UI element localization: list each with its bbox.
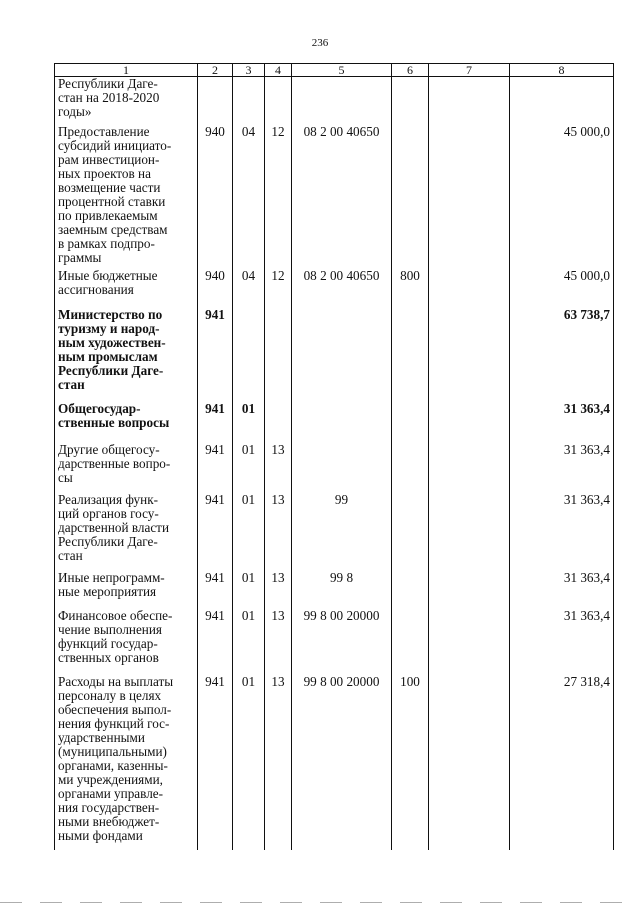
row-expense-type	[392, 308, 429, 402]
table-row	[55, 77, 614, 125]
header-col-1: 1	[55, 64, 198, 77]
table-row	[55, 308, 614, 402]
row-target-article: 99 8 00 20000	[292, 675, 392, 850]
row-ministry-code: 941	[198, 402, 233, 443]
row-col-7	[429, 493, 510, 571]
row-target-article	[292, 443, 392, 493]
row-ministry-code: 941	[198, 675, 233, 850]
table-row	[55, 571, 614, 609]
row-section-code: 01	[233, 675, 265, 850]
table-row	[55, 609, 614, 675]
table-header-row	[55, 64, 614, 77]
row-amount: 45 000,0	[510, 269, 614, 308]
row-subsection-code: 13	[265, 571, 292, 609]
row-target-article	[292, 308, 392, 402]
row-target-article	[292, 77, 392, 125]
row-section-code	[233, 308, 265, 402]
row-section-code: 04	[233, 269, 265, 308]
row-col-7	[429, 443, 510, 493]
row-amount: 31 363,4	[510, 609, 614, 675]
row-section-code: 01	[233, 443, 265, 493]
table-row	[55, 675, 614, 850]
row-expense-type: 100	[392, 675, 429, 850]
row-target-article	[292, 402, 392, 443]
row-col-7	[429, 308, 510, 402]
table-row	[55, 493, 614, 571]
row-ministry-code: 941	[198, 493, 233, 571]
row-subsection-code: 13	[265, 675, 292, 850]
row-amount: 45 000,0	[510, 125, 614, 269]
row-name-cell: Финансовое обеспе- чение выполнения функций государ- ственных органов	[55, 609, 198, 675]
row-ministry-code: 941	[198, 308, 233, 402]
row-expense-type	[392, 125, 429, 269]
row-section-code: 01	[233, 609, 265, 675]
row-section-code	[233, 77, 265, 125]
row-col-7	[429, 77, 510, 125]
header-col-5: 5	[292, 64, 392, 77]
row-name-cell: Другие общегосу- дарственные вопро- сы	[55, 443, 198, 493]
row-ministry-code	[198, 77, 233, 125]
row-subsection-code: 13	[265, 443, 292, 493]
row-subsection-code	[265, 402, 292, 443]
row-amount: 31 363,4	[510, 443, 614, 493]
row-section-code: 01	[233, 571, 265, 609]
row-section-code: 04	[233, 125, 265, 269]
header-col-2: 2	[198, 64, 233, 77]
row-target-article: 99	[292, 493, 392, 571]
table-row	[55, 125, 614, 269]
row-name-cell: Иные бюджетные ассигнования	[55, 269, 198, 308]
row-amount: 63 738,7	[510, 308, 614, 402]
header-col-7: 7	[429, 64, 510, 77]
row-name-cell: Реализация функ- ций органов госу- дарственной власти Республики Даге- стан	[55, 493, 198, 571]
row-amount: 31 363,4	[510, 571, 614, 609]
header-col-4: 4	[265, 64, 292, 77]
page-number: 236	[311, 37, 329, 49]
row-subsection-code: 12	[265, 269, 292, 308]
row-target-article: 99 8	[292, 571, 392, 609]
header-col-3: 3	[233, 64, 265, 77]
row-section-code: 01	[233, 493, 265, 571]
row-col-7	[429, 402, 510, 443]
row-amount	[510, 77, 614, 125]
row-expense-type	[392, 443, 429, 493]
row-ministry-code: 940	[198, 269, 233, 308]
row-col-7	[429, 675, 510, 850]
row-ministry-code: 941	[198, 443, 233, 493]
row-ministry-code: 940	[198, 125, 233, 269]
row-name-cell: Расходы на выплаты персоналу в целях обеспечения выпол- нения функций гос- ударственными (муниципальными) органами, казенны- ми учреждениями, органами управле- ния государствен- ными внебюджет- ными фондами	[55, 675, 198, 850]
row-section-code: 01	[233, 402, 265, 443]
row-col-7	[429, 571, 510, 609]
budget-table	[54, 63, 614, 850]
table-row	[55, 443, 614, 493]
row-expense-type	[392, 493, 429, 571]
row-expense-type	[392, 571, 429, 609]
table-body	[55, 77, 614, 850]
row-expense-type: 800	[392, 269, 429, 308]
row-subsection-code: 13	[265, 609, 292, 675]
row-ministry-code: 941	[198, 571, 233, 609]
row-expense-type	[392, 402, 429, 443]
row-amount: 31 363,4	[510, 493, 614, 571]
row-amount: 27 318,4	[510, 675, 614, 850]
row-subsection-code: 13	[265, 493, 292, 571]
row-subsection-code	[265, 308, 292, 402]
row-col-7	[429, 269, 510, 308]
row-name-cell: Республики Даге- стан на 2018-2020 годы»	[55, 77, 198, 125]
header-col-8: 8	[510, 64, 614, 77]
table-row	[55, 402, 614, 443]
row-target-article: 99 8 00 20000	[292, 609, 392, 675]
row-name-cell: Предоставление субсидий инициато- рам инвестицион- ных проектов на возмещение части процентной ставки по привлекаемым заемным средствам в рамках подпро- граммы	[55, 125, 198, 269]
row-name-cell: Общегосудар- ственные вопросы	[55, 402, 198, 443]
row-ministry-code: 941	[198, 609, 233, 675]
row-target-article: 08 2 00 40650	[292, 125, 392, 269]
row-name-cell: Иные непрограмм- ные мероприятия	[55, 571, 198, 609]
row-expense-type	[392, 609, 429, 675]
row-expense-type	[392, 77, 429, 125]
row-amount: 31 363,4	[510, 402, 614, 443]
row-target-article: 08 2 00 40650	[292, 269, 392, 308]
row-col-7	[429, 609, 510, 675]
row-subsection-code: 12	[265, 125, 292, 269]
row-name-cell: Министерство по туризму и народ- ным художествен- ным промыслам Республики Даге- стан	[55, 308, 198, 402]
row-subsection-code	[265, 77, 292, 125]
header-col-6: 6	[392, 64, 429, 77]
row-col-7	[429, 125, 510, 269]
scan-artifact-line	[0, 902, 640, 903]
table-row	[55, 269, 614, 308]
